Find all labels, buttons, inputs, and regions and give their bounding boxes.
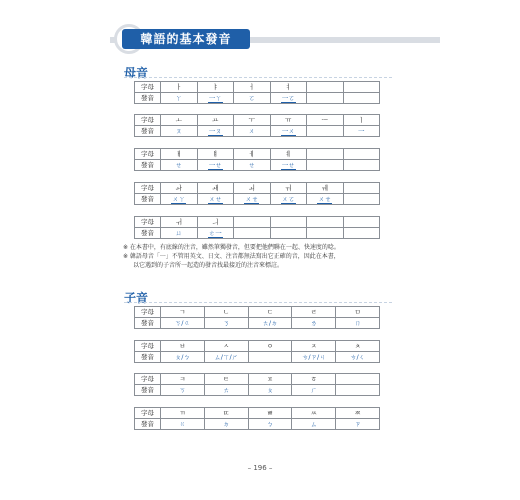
vowel-table-3 [134, 148, 380, 171]
letter-cell [343, 82, 380, 93]
vowel-table-1 [134, 81, 380, 104]
letter-cell: ㅝ [270, 183, 307, 194]
page-title: 韓語的基本發音 [122, 29, 250, 49]
row-label: 字母 [135, 149, 161, 160]
letter-cell: ㅚ [234, 183, 271, 194]
sound-cell [270, 228, 307, 239]
sound-cell: ㄆ/ㄅ [161, 352, 205, 363]
letter-cell: ㅆ [292, 408, 336, 419]
letter-row [135, 82, 380, 93]
letter-cell: ㅢ [197, 217, 234, 228]
letter-cell: ㅛ [197, 115, 234, 126]
letter-cell [336, 374, 380, 385]
sound-cell: ㄎ/ㄍ [161, 318, 205, 329]
note-line: ※ 在本書中，有底線的注音，雖然筆獨發音，但要把他們聯在一起、快速度的唸。 [123, 244, 340, 251]
letter-cell: ㄹ [292, 307, 336, 318]
sound-cell [270, 93, 307, 104]
sound-cell [336, 385, 380, 396]
row-label: 字母 [135, 217, 161, 228]
letter-cell: ㅉ [336, 408, 380, 419]
underlined-sound: 一ㄝ [208, 161, 222, 169]
sound-cell [343, 228, 380, 239]
sound-cell [307, 160, 344, 171]
letter-cell [307, 149, 344, 160]
vowel-table-5 [134, 216, 380, 239]
letter-cell: ㅜ [234, 115, 271, 126]
consonant-table-3 [134, 373, 380, 396]
sound-cell: ㄝ [234, 160, 271, 171]
sound-cell [307, 93, 344, 104]
sound-cell: ㄙ [292, 419, 336, 430]
sound-cell: ㄝ [161, 160, 198, 171]
vowel-table-2 [134, 114, 380, 137]
sound-cell: ㄗ [336, 419, 380, 430]
vowel-table-4 [134, 182, 380, 205]
sound-cell: ㄎ [161, 385, 205, 396]
sound-cell: ㄚ [161, 93, 198, 104]
underlined-sound: ㄨㄝ [318, 195, 332, 203]
sound-cell: ㄘ/ㄑ [336, 352, 380, 363]
sound-row [135, 93, 380, 104]
sound-cell: ㄙ/ㄒ/ㄕ [204, 352, 248, 363]
sound-cell [234, 228, 271, 239]
underlined-sound: ㄨㄚ [172, 195, 186, 203]
sound-row [135, 160, 380, 171]
letter-cell: ㅘ [161, 183, 198, 194]
letter-cell: ㅠ [270, 115, 307, 126]
sound-cell [197, 194, 234, 205]
sound-cell: ㄆ [248, 385, 292, 396]
letter-cell [270, 217, 307, 228]
row-label: 發音 [135, 352, 161, 363]
consonant-table-2 [134, 340, 380, 363]
letter-cell: ㅕ [270, 82, 307, 93]
letter-cell: ㅈ [292, 341, 336, 352]
sound-row [135, 228, 380, 239]
sound-cell [248, 352, 292, 363]
sound-cell [343, 160, 380, 171]
row-label: 字母 [135, 115, 161, 126]
row-label: 字母 [135, 82, 161, 93]
letter-cell: ㅟ [161, 217, 198, 228]
letter-cell: ㅒ [197, 149, 234, 160]
consonants-section-rule [124, 302, 392, 303]
sound-cell [343, 194, 380, 205]
sound-cell [343, 93, 380, 104]
row-label: 發音 [135, 160, 161, 171]
sound-cell: ㄍ [161, 419, 205, 430]
letter-row [135, 408, 380, 419]
sound-cell: ㄊ [204, 385, 248, 396]
sound-cell: ㄡ [161, 126, 198, 137]
sound-cell [270, 126, 307, 137]
letter-cell: ㅣ [343, 115, 380, 126]
row-label: 發音 [135, 318, 161, 329]
row-label: 發音 [135, 228, 161, 239]
letter-cell: ㅋ [161, 374, 205, 385]
sound-row [135, 318, 380, 329]
sound-cell: ㄏ [292, 385, 336, 396]
row-label: 發音 [135, 194, 161, 205]
sound-cell [197, 126, 234, 137]
letter-cell: ㅙ [197, 183, 234, 194]
sound-cell: ㄊ/ㄉ [248, 318, 292, 329]
sound-cell [197, 160, 234, 171]
underlined-sound: 一ㄡ [208, 127, 222, 135]
letter-cell [343, 149, 380, 160]
letter-cell: ㅇ [248, 341, 292, 352]
letter-row [135, 217, 380, 228]
note-line: ※ 韓語母音「ㅡ」不管用英文、日文、注音都無法寫出它正確的音，因此在本書， [123, 253, 340, 260]
letter-cell [307, 82, 344, 93]
sound-cell [161, 194, 198, 205]
sound-cell: 一 [343, 126, 380, 137]
letter-cell [234, 217, 271, 228]
underlined-sound: 一ㄝ [281, 161, 295, 169]
letter-row [135, 374, 380, 385]
letter-cell: ㅖ [270, 149, 307, 160]
letter-cell: ㅑ [197, 82, 234, 93]
letter-cell: ㅐ [161, 149, 198, 160]
sound-cell: ㄨ [234, 126, 271, 137]
row-label: 字母 [135, 307, 161, 318]
letter-row [135, 341, 380, 352]
letter-cell: ㅊ [336, 341, 380, 352]
letter-cell: ㅏ [161, 82, 198, 93]
letter-cell: ㅅ [204, 341, 248, 352]
page-number: – 196 – [247, 464, 273, 472]
letter-cell: ㄸ [204, 408, 248, 419]
vowels-section-rule [124, 77, 392, 78]
sound-cell [270, 160, 307, 171]
underlined-sound: ㄨㄝ [208, 195, 222, 203]
sound-cell: ㄅ [248, 419, 292, 430]
consonants-section-title: 子音 [124, 291, 149, 305]
letter-cell: ㅔ [234, 149, 271, 160]
row-label: 字母 [135, 374, 161, 385]
row-label: 發音 [135, 419, 161, 430]
underlined-sound: 一ㄚ [208, 94, 222, 102]
row-label: 字母 [135, 183, 161, 194]
sound-cell: ㄩ [161, 228, 198, 239]
letter-cell [343, 183, 380, 194]
letter-cell: ㄴ [204, 307, 248, 318]
sound-cell [197, 228, 234, 239]
consonant-table-1 [134, 306, 380, 329]
letter-cell: ㅓ [234, 82, 271, 93]
sound-row [135, 419, 380, 430]
sound-cell [270, 194, 307, 205]
letter-cell: ㅎ [292, 374, 336, 385]
consonant-table-4 [134, 407, 380, 430]
underlined-sound: 一ㄨ [281, 127, 295, 135]
row-label: 發音 [135, 385, 161, 396]
letter-cell: ㄷ [248, 307, 292, 318]
letter-row [135, 149, 380, 160]
sound-cell: ㄉ [204, 419, 248, 430]
letter-cell [343, 217, 380, 228]
sound-row [135, 385, 380, 396]
letter-cell: ㅂ [161, 341, 205, 352]
row-label: 發音 [135, 93, 161, 104]
underlined-sound: ㄜ一 [208, 229, 222, 237]
letter-cell: ㅡ [307, 115, 344, 126]
sound-cell [307, 126, 344, 137]
sound-cell [307, 194, 344, 205]
letter-cell: ㄲ [161, 408, 205, 419]
letter-cell: ㄱ [161, 307, 205, 318]
sound-cell [197, 93, 234, 104]
sound-row [135, 126, 380, 137]
letter-row [135, 183, 380, 194]
letter-row [135, 115, 380, 126]
letter-cell: ㅍ [248, 374, 292, 385]
row-label: 發音 [135, 126, 161, 137]
sound-cell: ㄘ/ㄗ/ㄐ [292, 352, 336, 363]
row-label: 字母 [135, 408, 161, 419]
letter-cell: ㅗ [161, 115, 198, 126]
sound-row [135, 352, 380, 363]
letter-cell: ㅃ [248, 408, 292, 419]
vowel-notes [123, 243, 403, 270]
sound-cell: ㄇ [336, 318, 380, 329]
underlined-sound: 一ㄛ [281, 94, 295, 102]
letter-cell [307, 217, 344, 228]
letter-row [135, 307, 380, 318]
row-label: 字母 [135, 341, 161, 352]
sound-cell: ㄋ [204, 318, 248, 329]
underlined-sound: ㄨㄛ [281, 195, 295, 203]
underlined-sound: ㄨㄝ [245, 195, 259, 203]
vowels-section-title: 母音 [124, 66, 149, 80]
letter-cell: ㅌ [204, 374, 248, 385]
note-line: 以它遇到的子音所一起造的發音找最接近的注音來標註。 [133, 262, 284, 269]
letter-cell: ㅁ [336, 307, 380, 318]
sound-row [135, 194, 380, 205]
sound-cell: ㄛ [234, 93, 271, 104]
sound-cell [307, 228, 344, 239]
letter-cell: ㅞ [307, 183, 344, 194]
sound-cell [234, 194, 271, 205]
sound-cell: ㄌ [292, 318, 336, 329]
